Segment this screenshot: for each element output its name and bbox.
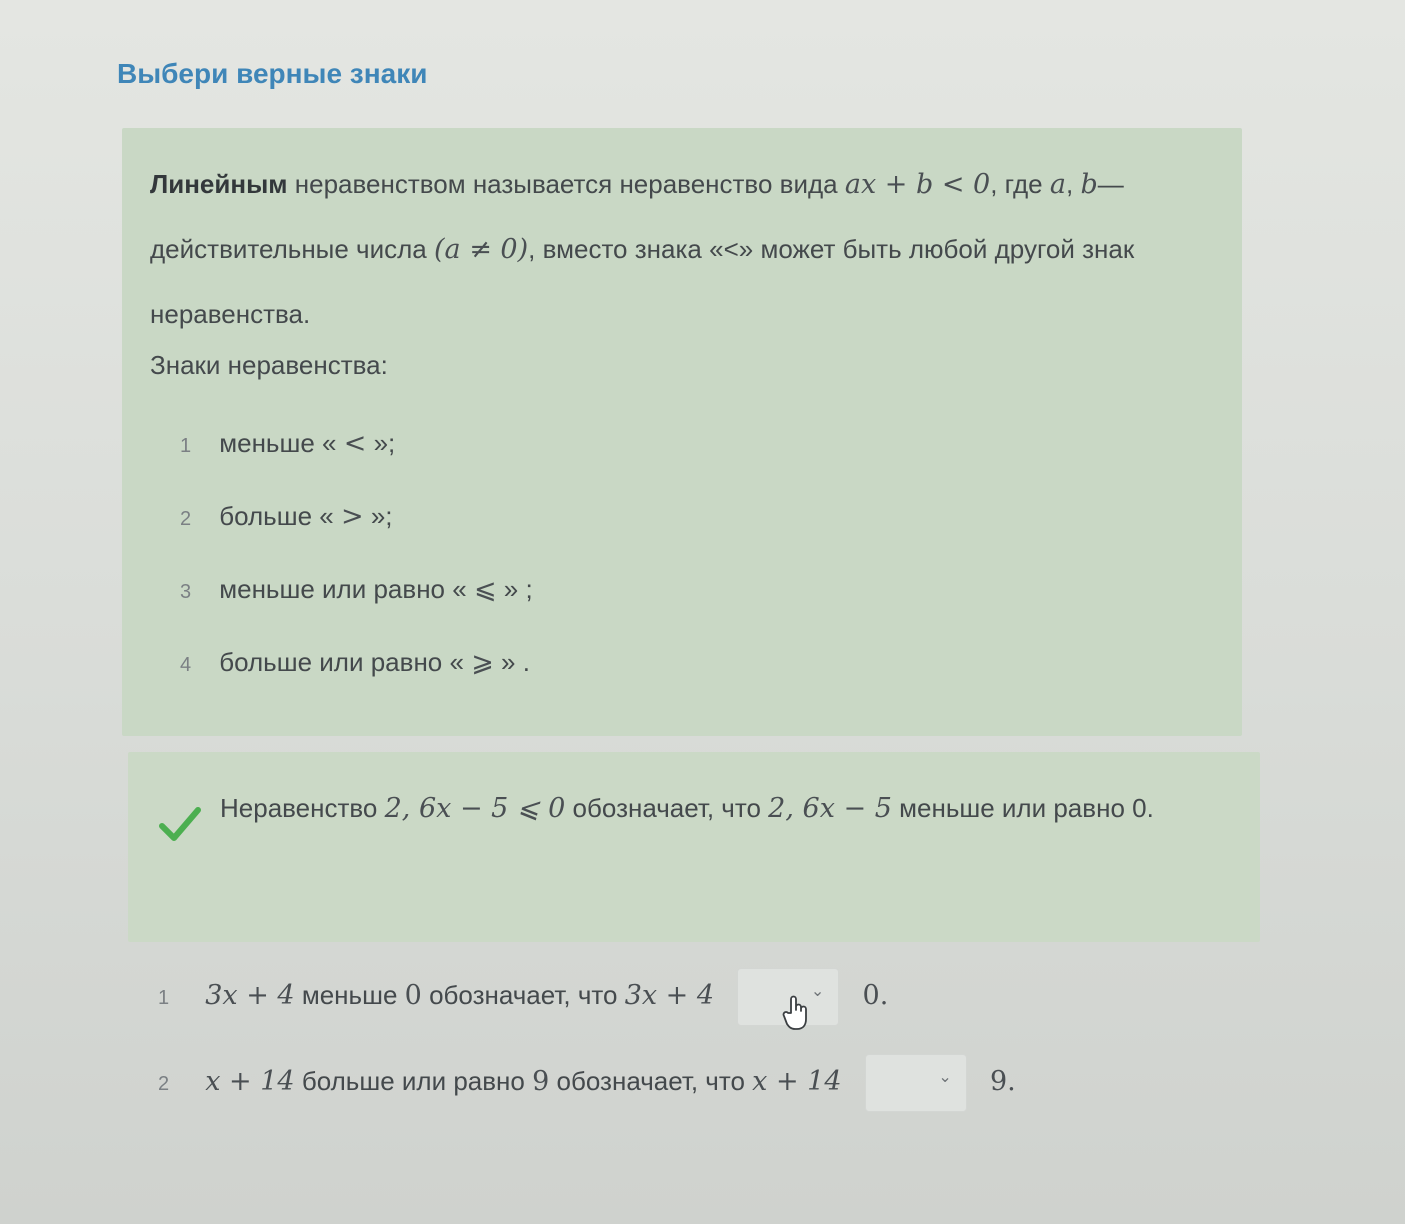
definition-formula: ax + b < 0 [844,169,991,200]
sign-item-label: меньше или равно « [219,574,467,604]
answer-box [128,752,1260,942]
task-text: меньше [301,979,398,1010]
condition-formula: (a ≠ 0) [434,234,529,265]
task-text: больше или равно [301,1065,525,1096]
sign-item-end: »; [373,428,396,458]
sign-item-less-equal [180,574,533,647]
task-tail: 9. [990,1065,1016,1097]
comma: , [1065,169,1074,199]
task-list [158,958,1258,1130]
definition-text-1: неравенством называется неравенство вида [294,169,838,199]
check-icon [158,804,202,844]
definition-text-3: — действительные числа [150,169,1124,264]
task-line [158,1054,1016,1112]
sign-item-number: 3 [180,581,192,603]
sign-item-end: »; [370,501,393,531]
sign-item-number: 4 [180,654,192,676]
task-number: 2 [158,1072,170,1095]
sign-item-greater-equal [180,647,533,720]
sign-item-label: больше или равно « [219,647,464,677]
hand-pointer-icon [782,995,810,1031]
answer-middle: обозначает, что [572,793,761,823]
term-bold: Линейным [150,169,288,199]
variable-b: b [1080,169,1098,200]
sign-select-1[interactable] [737,968,839,1026]
task-row-2 [158,1044,1258,1130]
task-lhs: x + 14 [205,1065,295,1097]
sign-symbol: < [343,428,367,459]
task-text-2: обозначает, что [429,979,618,1010]
variable-a: a [1049,169,1066,200]
page-title: Выбери верные знаки [117,58,428,89]
task-expr: x + 14 [752,1065,842,1097]
task-rhs: 0 [404,979,422,1011]
task-lhs: 3x + 4 [205,979,295,1011]
sign-item-end: » . [501,647,530,677]
answer-prefix: Неравенство [220,793,378,823]
sign-item-label: больше « [219,501,334,531]
sign-item-less [180,428,533,501]
sign-symbol: ⩾ [471,647,494,678]
answer-formula: 2, 6x − 5 ⩽ 0 [384,793,566,824]
task-text-2: обозначает, что [556,1065,745,1096]
sign-item-greater [180,501,533,574]
task-line [158,968,888,1026]
task-row-1 [158,958,1258,1044]
chevron-down-icon: ⌄ [810,983,825,1000]
signs-heading: Знаки неравенства: [150,350,388,380]
sign-symbol: > [340,501,364,532]
signs-list [180,428,533,720]
answer-text [220,774,1230,843]
sign-item-number: 1 [180,435,192,457]
task-expr: 3x + 4 [624,979,715,1011]
task-number: 1 [158,986,170,1009]
sign-select-2[interactable] [865,1054,967,1112]
task-tail: 0. [862,979,889,1011]
definition-text-4: , вместо знака «<» может быть любой другой знак неравенства. [150,234,1135,329]
chevron-down-icon: ⌄ [938,1069,952,1086]
answer-formula-2: 2, 6x − 5 [768,793,892,824]
theory-box [122,128,1242,736]
sign-item-number: 2 [180,508,192,530]
answer-suffix: меньше или равно 0. [899,793,1154,823]
theory-definition [150,152,1210,346]
sign-item-label: меньше « [219,428,337,458]
definition-text-2: , где [990,169,1043,199]
task-rhs: 9 [532,1065,550,1097]
sign-symbol: ⩽ [473,574,497,605]
sign-item-end: » ; [503,574,533,604]
